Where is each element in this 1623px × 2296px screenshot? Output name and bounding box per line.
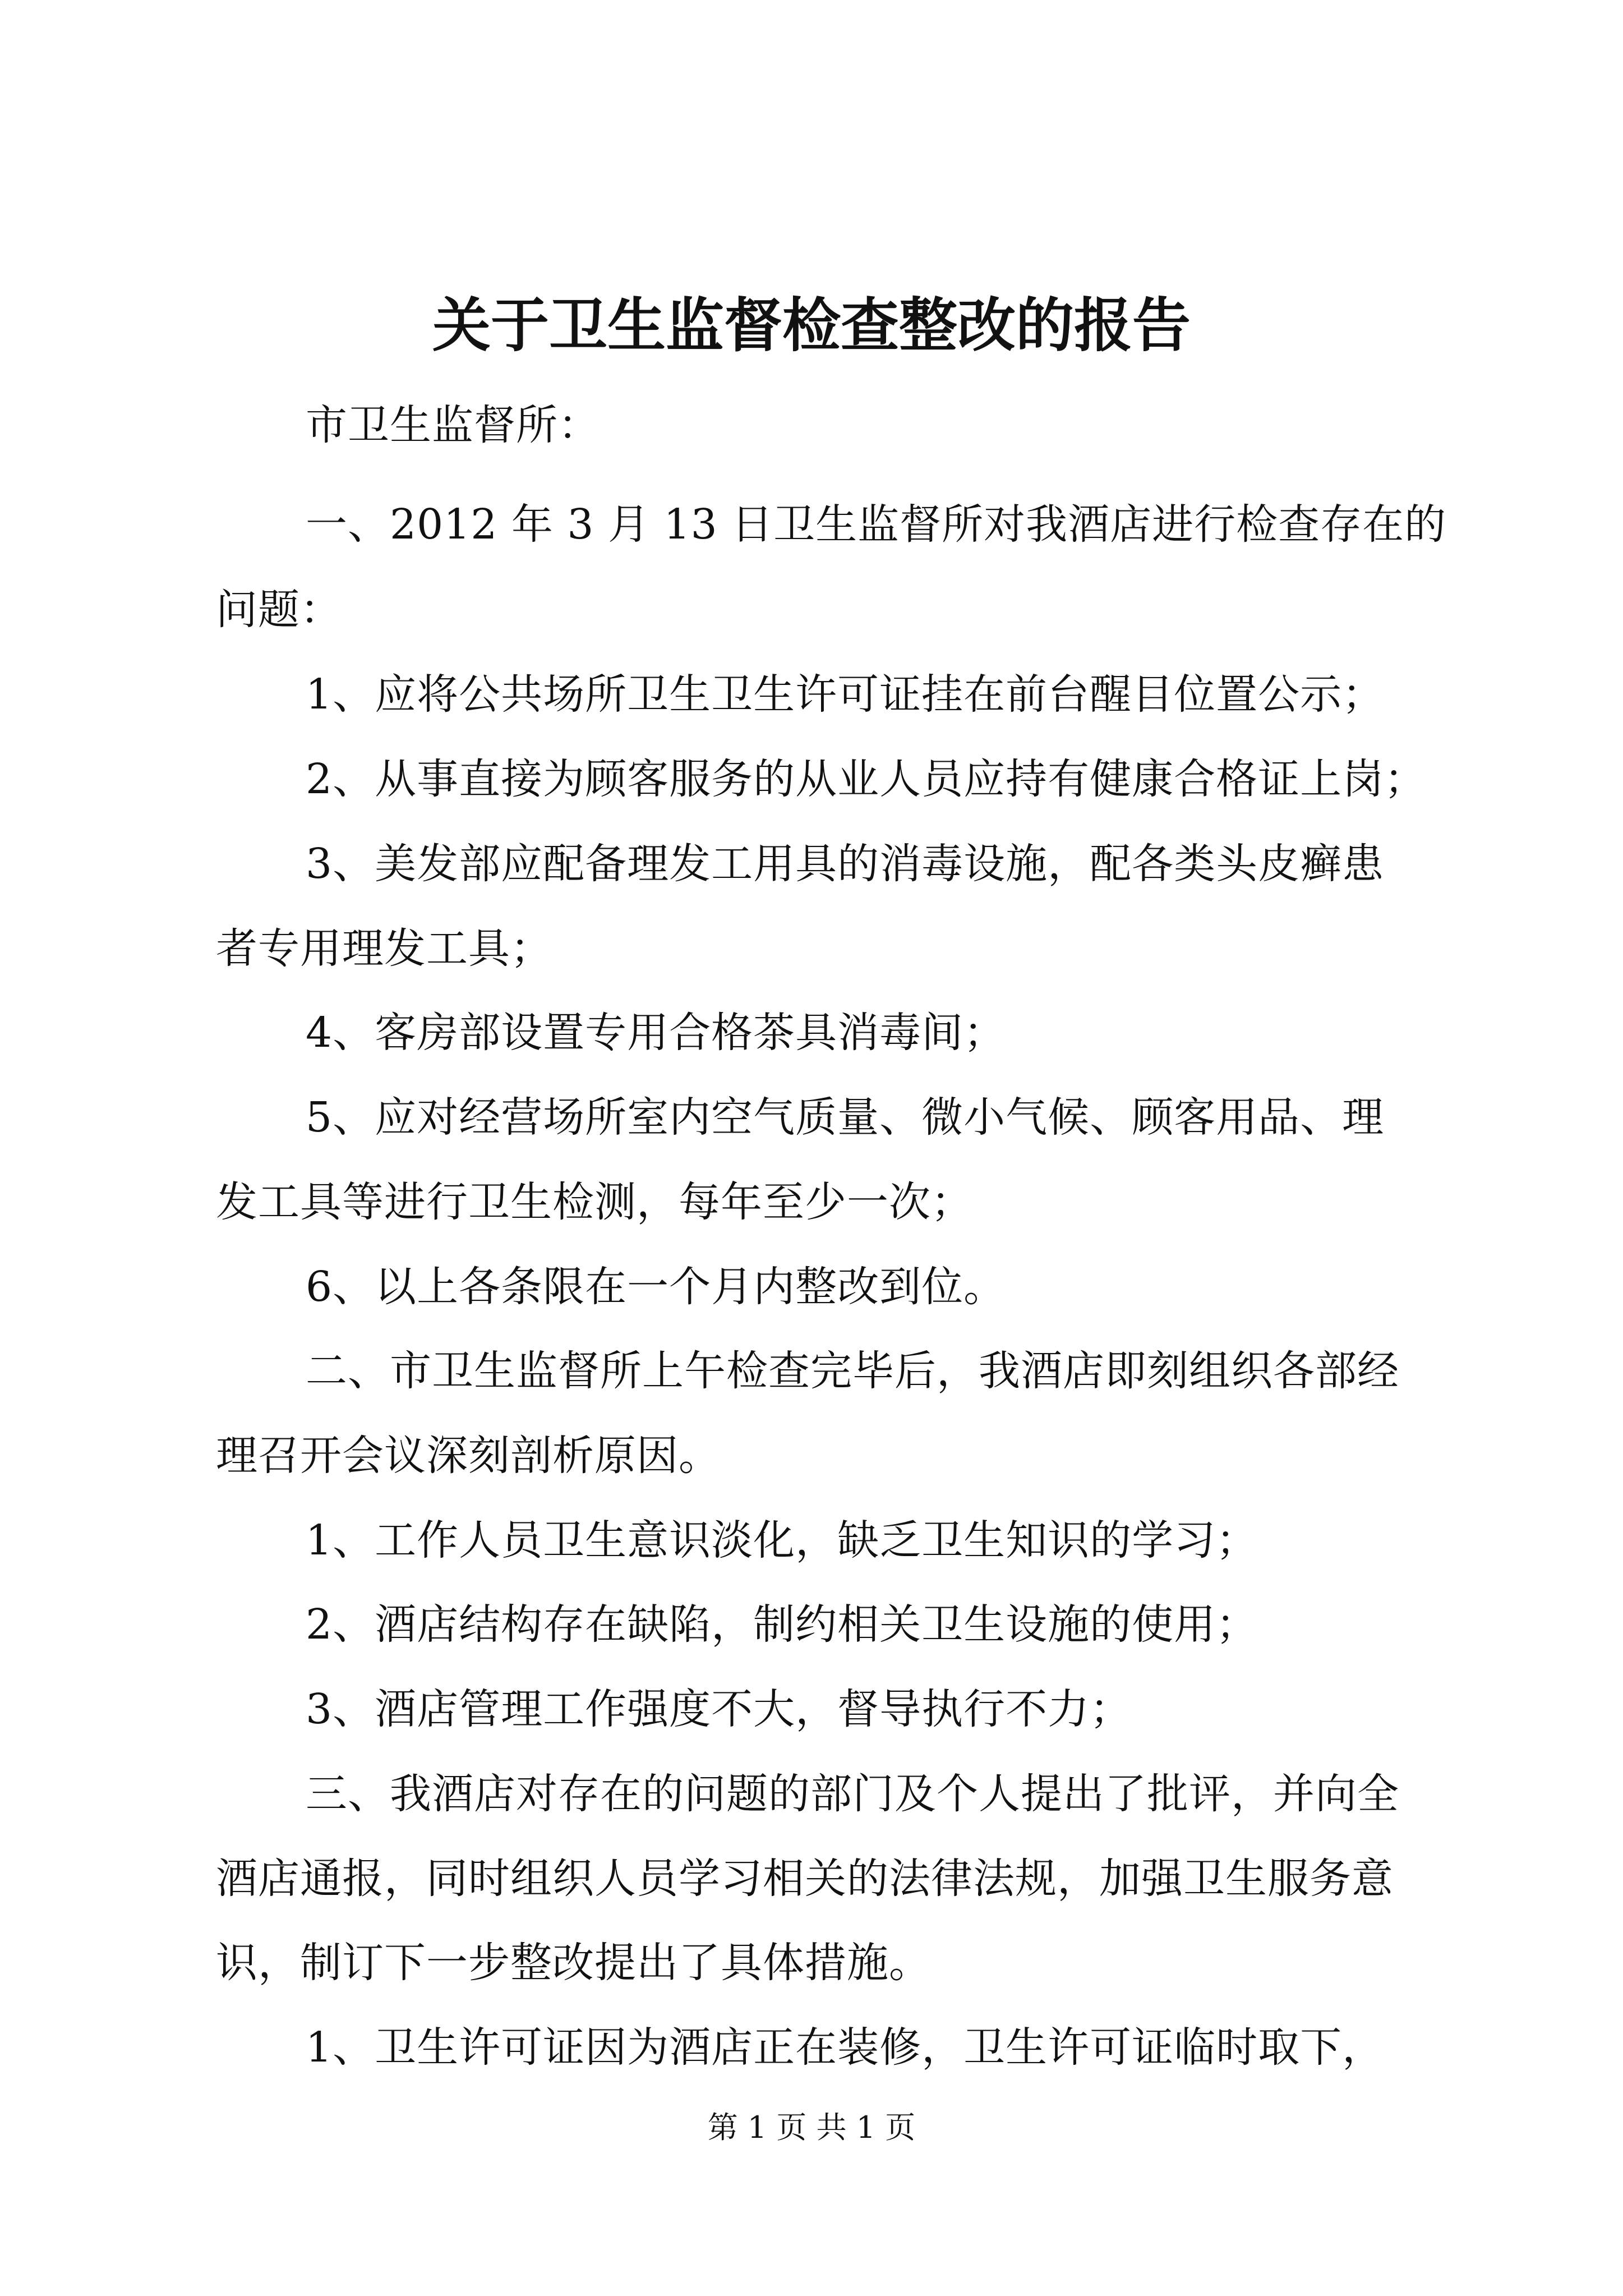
body-line: 3、美发部应配备理发工用具的消毒设施，配各类头皮癣患 — [306, 840, 1385, 888]
body-line: 二、市卫生监督所上午检查完毕后，我酒店即刻组织各部经 — [306, 1347, 1399, 1395]
page-footer: 第 1 页 共 1 页 — [707, 2110, 916, 2145]
body-line: 酒店通报，同时组织人员学习相关的法律法规，加强卫生服务意 — [216, 1855, 1394, 1903]
document-title: 关于卫生监督检查整改的报告 — [432, 291, 1191, 360]
body-line: 5、应对经营场所室内空气质量、微小气候、顾客用品、理 — [306, 1093, 1385, 1142]
body-line: 者专用理发工具； — [216, 924, 552, 973]
body-line: 发工具等进行卫生检测，每年至少一次； — [216, 1178, 973, 1226]
body-line: 1、应将公共场所卫生卫生许可证挂在前台醒目位置公示； — [306, 670, 1385, 719]
body-line: 1、卫生许可证因为酒店正在装修，卫生许可证临时取下， — [306, 2023, 1385, 2072]
body-line: 6、以上各条限在一个月内整改到位。 — [306, 1263, 1006, 1311]
body-line: 问题： — [216, 586, 342, 634]
body-line: 1、工作人员卫生意识淡化，缺乏卫生知识的学习； — [306, 1516, 1258, 1565]
body-line: 2、从事直接为顾客服务的从业人员应持有健康合格证上岗； — [306, 755, 1427, 803]
salutation-line: 市卫生监督所： — [306, 401, 600, 449]
body-line: 一、2012 年 3 月 13 日卫生监督所对我酒店进行检查存在的 — [306, 500, 1447, 549]
body-line: 三、我酒店对存在的问题的部门及个人提出了批评，并向全 — [306, 1770, 1399, 1818]
body-line: 2、酒店结构存在缺陷，制约相关卫生设施的使用； — [306, 1600, 1258, 1649]
body-line: 4、客房部设置专用合格茶具消毒间； — [306, 1009, 1006, 1057]
body-line: 3、酒店管理工作强度不大，督导执行不力； — [306, 1685, 1132, 1733]
body-line: 理召开会议深刻剖析原因。 — [216, 1432, 721, 1480]
body-line: 识，制订下一步整改提出了具体措施。 — [216, 1939, 931, 1987]
